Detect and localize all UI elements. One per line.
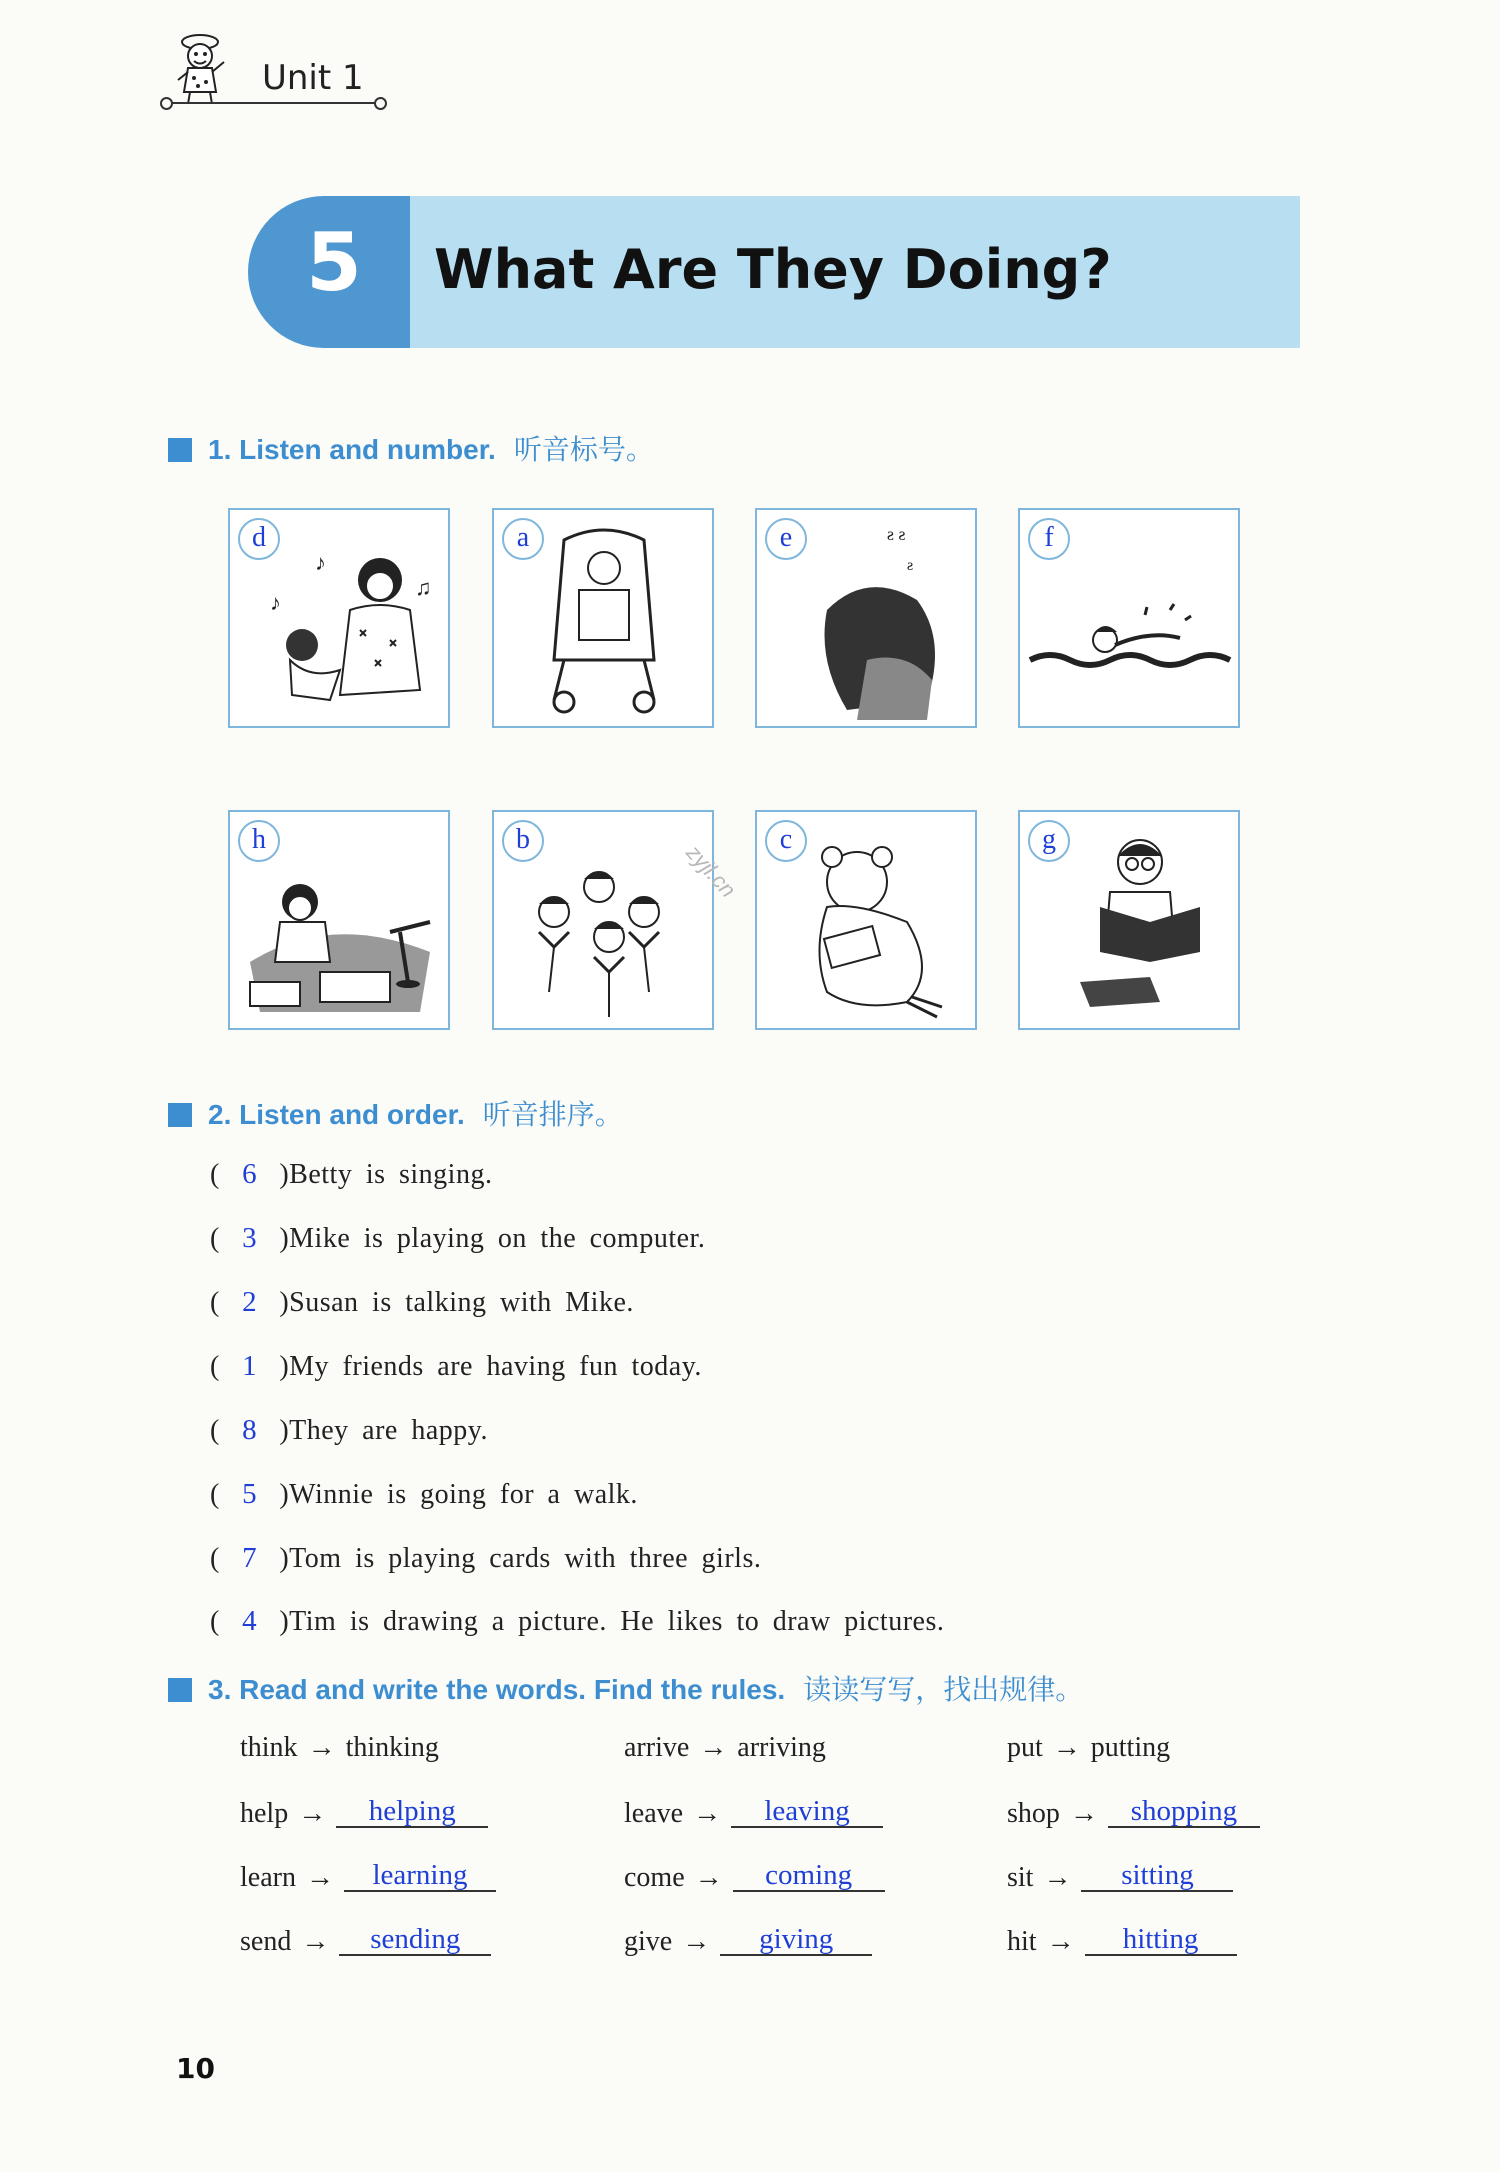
picture-letter: d [238, 518, 280, 560]
section-3-title-cn: 读读写写，找出规律。 [803, 1673, 1084, 1706]
order-item: ( 8 )They are happy. [210, 1414, 488, 1446]
picture-box [228, 810, 450, 1030]
word-base: think [240, 1732, 298, 1763]
answer-blank[interactable]: leaving [731, 1796, 883, 1828]
word-example [240, 1732, 439, 1764]
order-item: ( 3 )Mike is playing on the computer. [210, 1222, 706, 1254]
answer-blank[interactable]: learning [344, 1860, 496, 1892]
section-1-title: 1. Listen and number. [208, 434, 496, 465]
word-example [1007, 1732, 1170, 1764]
order-text: )They are happy. [279, 1415, 488, 1446]
order-item: ( 5 )Winnie is going for a walk. [210, 1478, 638, 1510]
picture-letter: b [502, 820, 544, 862]
word-base: leave [624, 1798, 684, 1829]
section-3-heading [168, 1668, 1083, 1708]
arrow-icon: → [699, 1732, 728, 1763]
word-base: put [1007, 1732, 1043, 1763]
arrow-icon: → [305, 1862, 334, 1893]
arrow-icon: → [1069, 1798, 1098, 1829]
unit-label: Unit 1 [262, 58, 364, 98]
word-exercise [624, 1924, 872, 1958]
word-form: putting [1090, 1732, 1171, 1763]
order-item: ( 4 )Tim is drawing a picture. He likes to draw pictures. [210, 1605, 945, 1637]
word-exercise [240, 1796, 488, 1830]
word-base: help [240, 1798, 289, 1829]
section-3-title: 3. Read and write the words. Find the rules. [208, 1674, 786, 1705]
word-base: sit [1007, 1862, 1034, 1893]
arrow-icon: → [693, 1798, 722, 1829]
order-text: )Betty is singing. [279, 1159, 493, 1190]
picture-letter: c [765, 820, 807, 862]
word-base: send [240, 1926, 292, 1957]
word-base: arrive [624, 1732, 690, 1763]
svg-text:♫: ♫ [415, 575, 432, 600]
answer-blank[interactable]: coming [733, 1860, 885, 1892]
picture-letter: a [502, 518, 544, 560]
order-answer: 8 [242, 1414, 257, 1446]
word-base: come [624, 1862, 685, 1893]
order-answer: 6 [242, 1158, 257, 1190]
section-1-heading [168, 428, 654, 468]
order-answer: 2 [242, 1286, 257, 1318]
arrow-icon: → [1043, 1862, 1072, 1893]
word-form: arriving [737, 1732, 826, 1763]
svg-text:♪: ♪ [270, 590, 281, 615]
picture-box [755, 810, 977, 1030]
answer-blank[interactable]: shopping [1108, 1796, 1260, 1828]
rule-dot [374, 97, 387, 110]
order-answer: 3 [242, 1222, 257, 1254]
arrow-icon: → [298, 1798, 327, 1829]
answer-blank[interactable]: sitting [1081, 1860, 1233, 1892]
square-bullet-icon [168, 438, 192, 462]
word-example [624, 1732, 826, 1764]
picture-letter: g [1028, 820, 1070, 862]
picture-box [492, 508, 714, 728]
order-text: )Mike is playing on the computer. [279, 1223, 706, 1254]
answer-blank[interactable]: giving [720, 1924, 872, 1956]
word-form: thinking [345, 1732, 439, 1763]
arrow-icon: → [307, 1732, 336, 1763]
order-item: ( 6 )Betty is singing. [210, 1158, 493, 1190]
order-item: ( 7 )Tom is playing cards with three girls. [210, 1542, 762, 1574]
answer-blank[interactable]: helping [336, 1796, 488, 1828]
picture-box [755, 508, 977, 728]
picture-box [492, 810, 714, 1030]
picture-box [228, 508, 450, 728]
square-bullet-icon [168, 1678, 192, 1702]
section-2-title: 2. Listen and order. [208, 1099, 465, 1130]
word-exercise [1007, 1924, 1237, 1958]
answer-blank[interactable]: hitting [1085, 1924, 1237, 1956]
rule-dot [160, 97, 173, 110]
header-rule [166, 102, 378, 104]
word-exercise [624, 1860, 885, 1894]
order-answer: 7 [242, 1542, 257, 1574]
word-exercise [624, 1796, 883, 1830]
section-2-heading [168, 1093, 623, 1133]
unit-header [160, 20, 390, 112]
page-number: 10 [176, 2052, 215, 2085]
arrow-icon: → [301, 1926, 330, 1957]
arrow-icon: → [694, 1862, 723, 1893]
order-text: )My friends are having fun today. [279, 1351, 702, 1382]
word-exercise [1007, 1796, 1260, 1830]
word-base: give [624, 1926, 673, 1957]
svg-text:♪: ♪ [315, 550, 326, 575]
order-item: ( 1 )My friends are having fun today. [210, 1350, 702, 1382]
order-text: )Tom is playing cards with three girls. [279, 1543, 762, 1574]
square-bullet-icon [168, 1103, 192, 1127]
picture-letter: e [765, 518, 807, 560]
word-exercise [1007, 1860, 1233, 1894]
word-exercise [240, 1924, 491, 1958]
order-text: )Tim is drawing a picture. He likes to draw pictures. [279, 1606, 945, 1637]
order-item: ( 2 )Susan is talking with Mike. [210, 1286, 634, 1318]
picture-letter: f [1028, 518, 1070, 560]
lesson-number: 5 [306, 216, 362, 309]
order-text: )Winnie is going for a walk. [279, 1479, 638, 1510]
watermark: zyjl.cn [681, 840, 741, 903]
svg-text:ƨ ƨ: ƨ ƨ [887, 524, 906, 544]
section-2-title-cn: 听音排序。 [482, 1098, 623, 1131]
word-base: shop [1007, 1798, 1060, 1829]
cartoon-boy-icon [160, 28, 240, 108]
word-base: learn [240, 1862, 296, 1893]
arrow-icon: → [1046, 1926, 1075, 1957]
order-answer: 4 [242, 1605, 257, 1637]
picture-box [1018, 810, 1240, 1030]
order-text: )Susan is talking with Mike. [279, 1287, 634, 1318]
arrow-icon: → [1052, 1732, 1081, 1763]
arrow-icon: → [682, 1926, 711, 1957]
picture-letter: h [238, 820, 280, 862]
svg-text:ƨ: ƨ [907, 557, 914, 574]
lesson-banner [248, 196, 1300, 348]
section-1-title-cn: 听音标号。 [513, 433, 654, 466]
picture-box [1018, 508, 1240, 728]
answer-blank[interactable]: sending [339, 1924, 491, 1956]
lesson-title: What Are They Doing? [434, 238, 1112, 301]
order-answer: 1 [242, 1350, 257, 1382]
word-exercise [240, 1860, 496, 1894]
order-answer: 5 [242, 1478, 257, 1510]
word-base: hit [1007, 1926, 1037, 1957]
